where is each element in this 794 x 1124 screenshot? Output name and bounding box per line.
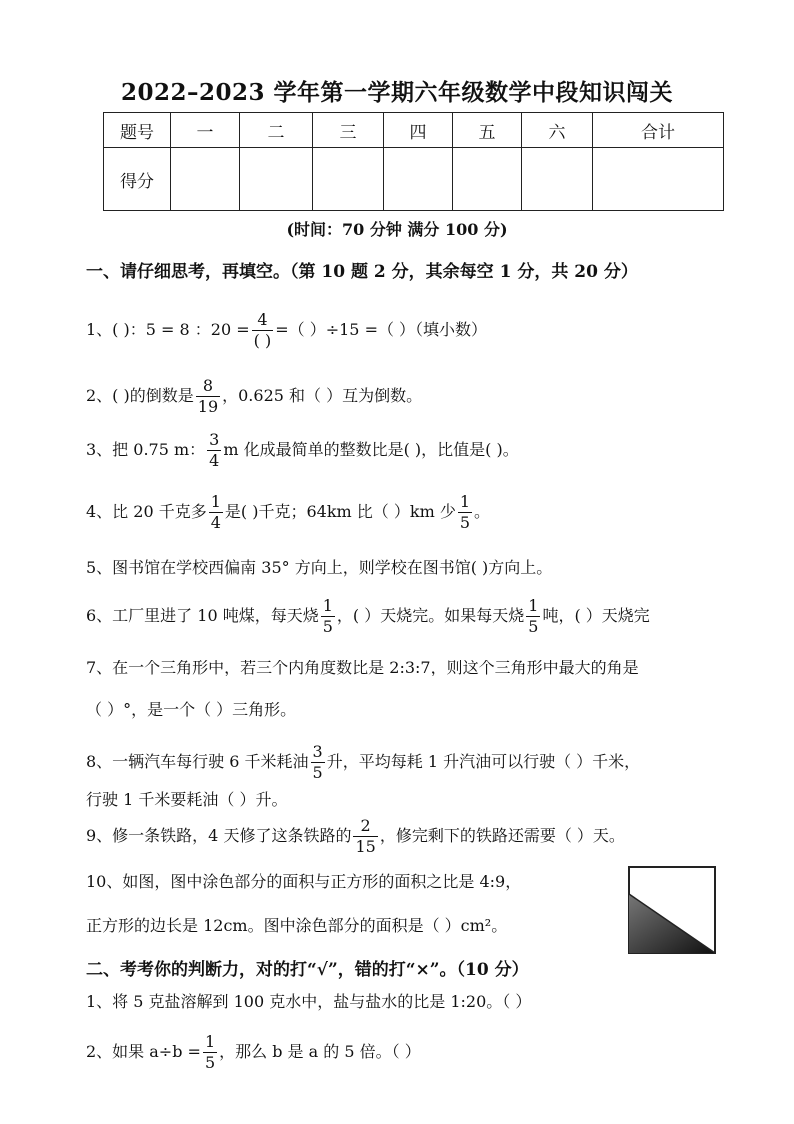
fraction [207, 432, 221, 469]
q3-text-post: m 化成最简单的整数比是( )，比值是( )。 [223, 440, 519, 459]
score-row-label: 得分 [104, 148, 171, 211]
q2-text-post: ，0.625 和（ ）互为倒数。 [222, 386, 423, 405]
q3-text: 3、把 0.75 m： [86, 440, 206, 459]
judge-question-1: 1、将 5 克盐溶解到 100 克水中，盐与盐水的比是 1:20。（ ） [86, 992, 532, 1011]
jq2-text-post: ，那么 b 是 a 的 5 倍。（ ） [219, 1042, 421, 1061]
numerator: 1 [459, 492, 471, 511]
numerator: 3 [312, 742, 323, 761]
q4-text-mid: 是( )千克；64km 比（ ）km 少 [224, 502, 456, 521]
time-info: (时间：70 分钟 满分 100 分) [286, 220, 508, 239]
q9-text: 9、修一条铁路，4 天修了这条铁路的 [86, 826, 352, 845]
q4-text-post: 。 [474, 502, 491, 521]
question-4 [86, 494, 490, 531]
q1-text-post: =（ ）÷15 =（ ）（填小数） [275, 320, 488, 339]
fraction [353, 818, 377, 855]
score-table [103, 112, 724, 211]
fraction [196, 378, 220, 415]
score-header-cell: 六 [522, 113, 593, 148]
shaded-square-figure [628, 866, 716, 954]
denominator: 19 [197, 397, 219, 416]
q8-text: 8、一辆汽车每行驶 6 千米耗油 [86, 752, 309, 771]
question-7: 7、在一个三角形中，若三个内角度数比是 2:3:7，则这个三角形中最大的角是 [86, 660, 639, 676]
q6-text-post: 吨，( ）天烧完 [542, 606, 650, 625]
numerator: 4 [252, 312, 274, 331]
denominator: 4 [210, 513, 221, 532]
numerator: 1 [322, 598, 333, 615]
question-2 [86, 378, 422, 415]
score-cell [593, 148, 724, 211]
denominator: 5 [312, 763, 323, 782]
fraction [458, 494, 472, 531]
denominator: 15 [355, 837, 376, 856]
denominator: 4 [209, 451, 220, 470]
denominator: 5 [322, 617, 333, 635]
score-cell [453, 148, 522, 211]
numerator: 1 [204, 1032, 216, 1051]
fraction [203, 1034, 217, 1071]
numerator: 1 [210, 492, 221, 511]
score-header-cell: 合计 [593, 113, 724, 148]
score-header-cell: 题号 [104, 113, 171, 148]
score-header-cell: 四 [384, 113, 453, 148]
fraction [526, 598, 540, 635]
question-7-line2: （ ）°，是一个（ ）三角形。 [86, 700, 297, 719]
question-1 [86, 312, 487, 349]
score-cell [171, 148, 240, 211]
denominator: 5 [528, 617, 539, 635]
question-5: 5、图书馆在学校西偏南 35° 方向上，则学校在图书馆( )方向上。 [86, 558, 553, 577]
question-10: 10、如图，图中涂色部分的面积与正方形的面积之比是 4:9， [86, 872, 522, 891]
fraction [209, 494, 223, 531]
q6-text-mid: ，( ）天烧完。如果每天烧 [336, 606, 525, 625]
q8-text-post: 升，平均每耗 1 升汽油可以行驶（ ）千米， [326, 752, 641, 771]
numerator: 3 [209, 430, 220, 449]
score-cell [384, 148, 453, 211]
fraction [252, 312, 274, 349]
score-header-cell: 五 [453, 113, 522, 148]
q9-text-post: ，修完剩下的铁路还需要（ ）天。 [379, 826, 625, 845]
jq2-text: 2、如果 a÷b = [86, 1042, 201, 1061]
score-header-cell: 一 [171, 113, 240, 148]
numerator: 8 [196, 378, 220, 397]
question-8 [86, 744, 640, 781]
score-header-cell: 二 [240, 113, 313, 148]
question-10-line2: 正方形的边长是 12cm。图中涂色部分的面积是（ ）cm²。 [86, 916, 508, 935]
page-title: 2022–2023 学年第一学期六年级数学中段知识闯关 [120, 79, 674, 106]
q6-text: 6、工厂里进了 10 吨煤，每天烧 [86, 606, 319, 625]
question-9 [86, 818, 625, 855]
question-6 [86, 598, 794, 635]
denominator: 5 [204, 1053, 216, 1072]
section1-heading: 一、请仔细思考，再填空。（第 10 题 2 分，其余每空 1 分，共 20 分） [86, 262, 638, 282]
fraction [311, 744, 325, 781]
score-cell [522, 148, 593, 211]
judge-question-2 [86, 1034, 421, 1071]
numerator: 1 [528, 598, 539, 615]
fraction [321, 598, 335, 635]
denominator: 5 [459, 513, 471, 532]
score-cell [313, 148, 384, 211]
q1-text: 1、( )：5 = 8 ：20 = [86, 320, 250, 339]
score-header-cell: 三 [313, 113, 384, 148]
q4-text: 4、比 20 千克多 [86, 502, 207, 521]
denominator: ( ) [253, 331, 272, 350]
question-8-line2: 行驶 1 千米要耗油（ ）升。 [86, 790, 288, 809]
section2-heading: 二、考考你的判断力，对的打“√”，错的打“×”。（10 分） [86, 960, 529, 980]
question-3 [86, 432, 519, 469]
numerator: 2 [353, 818, 377, 837]
q2-text: 2、( )的倒数是 [86, 386, 194, 405]
score-cell [240, 148, 313, 211]
